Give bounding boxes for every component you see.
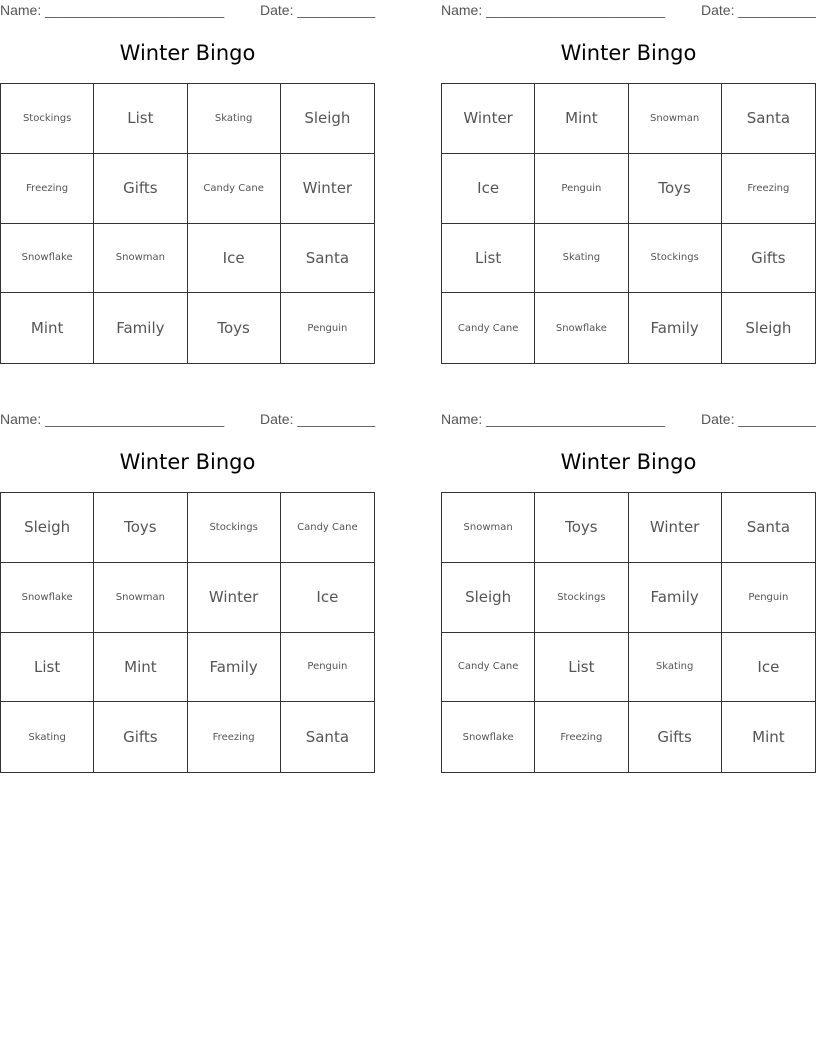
card-header bbox=[441, 409, 816, 429]
bingo-cell: Snowflake bbox=[1, 563, 94, 633]
bingo-cell: Mint bbox=[535, 84, 628, 154]
bingo-cell: Snowflake bbox=[535, 293, 628, 363]
bingo-cell: Snowman bbox=[94, 224, 187, 294]
bingo-cell: Freezing bbox=[722, 154, 815, 224]
bingo-cell: Stockings bbox=[629, 224, 722, 294]
bingo-grid bbox=[441, 492, 816, 773]
bingo-cell: Ice bbox=[442, 154, 535, 224]
bingo-cell: Winter bbox=[629, 493, 722, 563]
bingo-cell: List bbox=[1, 633, 94, 703]
bingo-cell: Santa bbox=[722, 84, 815, 154]
bingo-cell: List bbox=[94, 84, 187, 154]
bingo-card-4 bbox=[441, 409, 816, 747]
bingo-cell: Snowflake bbox=[1, 224, 94, 294]
card-header bbox=[0, 0, 375, 20]
bingo-cell: Snowman bbox=[94, 563, 187, 633]
bingo-cell: Mint bbox=[94, 633, 187, 703]
bingo-cell: Ice bbox=[281, 563, 374, 633]
bingo-cell: Candy Cane bbox=[188, 154, 281, 224]
bingo-cell: Gifts bbox=[722, 224, 815, 294]
bingo-cell: Mint bbox=[1, 293, 94, 363]
date-field: Date: __________ bbox=[260, 411, 376, 427]
bingo-cell: Penguin bbox=[281, 633, 374, 703]
bingo-cell: Toys bbox=[535, 493, 628, 563]
bingo-cell: Candy Cane bbox=[442, 293, 535, 363]
bingo-cell: Freezing bbox=[188, 702, 281, 772]
bingo-cell: Winter bbox=[442, 84, 535, 154]
bingo-cell: Penguin bbox=[307, 322, 348, 334]
name-field: Name: _______________________ bbox=[441, 411, 666, 427]
bingo-cell: Santa bbox=[305, 728, 350, 747]
card-title: Winter Bingo bbox=[119, 41, 256, 65]
name-field: Name: _______________________ bbox=[0, 411, 225, 427]
bingo-cell: Toys bbox=[94, 493, 187, 563]
bingo-cell: Sleigh bbox=[442, 563, 535, 633]
bingo-cell: Skating bbox=[535, 224, 628, 294]
bingo-card-3 bbox=[0, 409, 376, 747]
date-field: Date: __________ bbox=[701, 2, 816, 18]
bingo-cell: Stockings bbox=[1, 84, 94, 154]
bingo-cell: Family bbox=[629, 293, 722, 363]
bingo-cell: Snowflake bbox=[442, 702, 535, 772]
name-field: Name: _______________________ bbox=[441, 2, 666, 18]
bingo-grid bbox=[0, 83, 375, 364]
bingo-cell: Stockings bbox=[535, 563, 628, 633]
bingo-cell: Toys bbox=[188, 293, 281, 363]
card-title: Winter Bingo bbox=[119, 450, 256, 474]
card-title: Winter Bingo bbox=[560, 450, 697, 474]
bingo-cell: Gifts bbox=[94, 154, 187, 224]
bingo-cell: Freezing bbox=[535, 702, 628, 772]
bingo-cell: Toys bbox=[629, 154, 722, 224]
bingo-cell: Winter bbox=[281, 154, 374, 224]
bingo-cell: Snowman bbox=[629, 84, 722, 154]
bingo-cell: Penguin bbox=[535, 154, 628, 224]
bingo-cell: List bbox=[442, 224, 535, 294]
bingo-cell: Family bbox=[94, 293, 187, 363]
bingo-cell: Candy Cane bbox=[281, 493, 374, 563]
card-title: Winter Bingo bbox=[560, 41, 697, 65]
bingo-card-2 bbox=[441, 0, 816, 338]
bingo-cell: Stockings bbox=[188, 493, 281, 563]
bingo-cell: Winter bbox=[188, 563, 281, 633]
bingo-cell: Santa bbox=[722, 493, 815, 563]
date-field: Date: __________ bbox=[260, 2, 376, 18]
bingo-cell: Sleigh bbox=[745, 319, 792, 338]
date-field: Date: __________ bbox=[701, 411, 816, 427]
bingo-cell: Candy Cane bbox=[442, 633, 535, 703]
bingo-cell: List bbox=[535, 633, 628, 703]
card-header bbox=[441, 0, 816, 20]
bingo-cell: Skating bbox=[629, 633, 722, 703]
bingo-cell: Ice bbox=[722, 633, 815, 703]
card-header bbox=[0, 409, 375, 429]
bingo-cell: Snowman bbox=[442, 493, 535, 563]
bingo-cell: Ice bbox=[188, 224, 281, 294]
bingo-cell: Santa bbox=[281, 224, 374, 294]
bingo-card-1 bbox=[0, 0, 376, 338]
bingo-grid bbox=[441, 83, 816, 364]
bingo-cell: Mint bbox=[752, 728, 785, 747]
bingo-cell: Skating bbox=[1, 702, 94, 772]
name-field: Name: _______________________ bbox=[0, 2, 225, 18]
bingo-cell: Family bbox=[188, 633, 281, 703]
bingo-cell: Freezing bbox=[1, 154, 94, 224]
bingo-cell: Family bbox=[629, 563, 722, 633]
bingo-cell: Sleigh bbox=[281, 84, 374, 154]
bingo-cell: Skating bbox=[188, 84, 281, 154]
bingo-grid bbox=[0, 492, 375, 773]
bingo-cell: Sleigh bbox=[1, 493, 94, 563]
bingo-cell: Penguin bbox=[722, 563, 815, 633]
bingo-cell: Gifts bbox=[94, 702, 187, 772]
bingo-cell: Gifts bbox=[629, 702, 722, 772]
